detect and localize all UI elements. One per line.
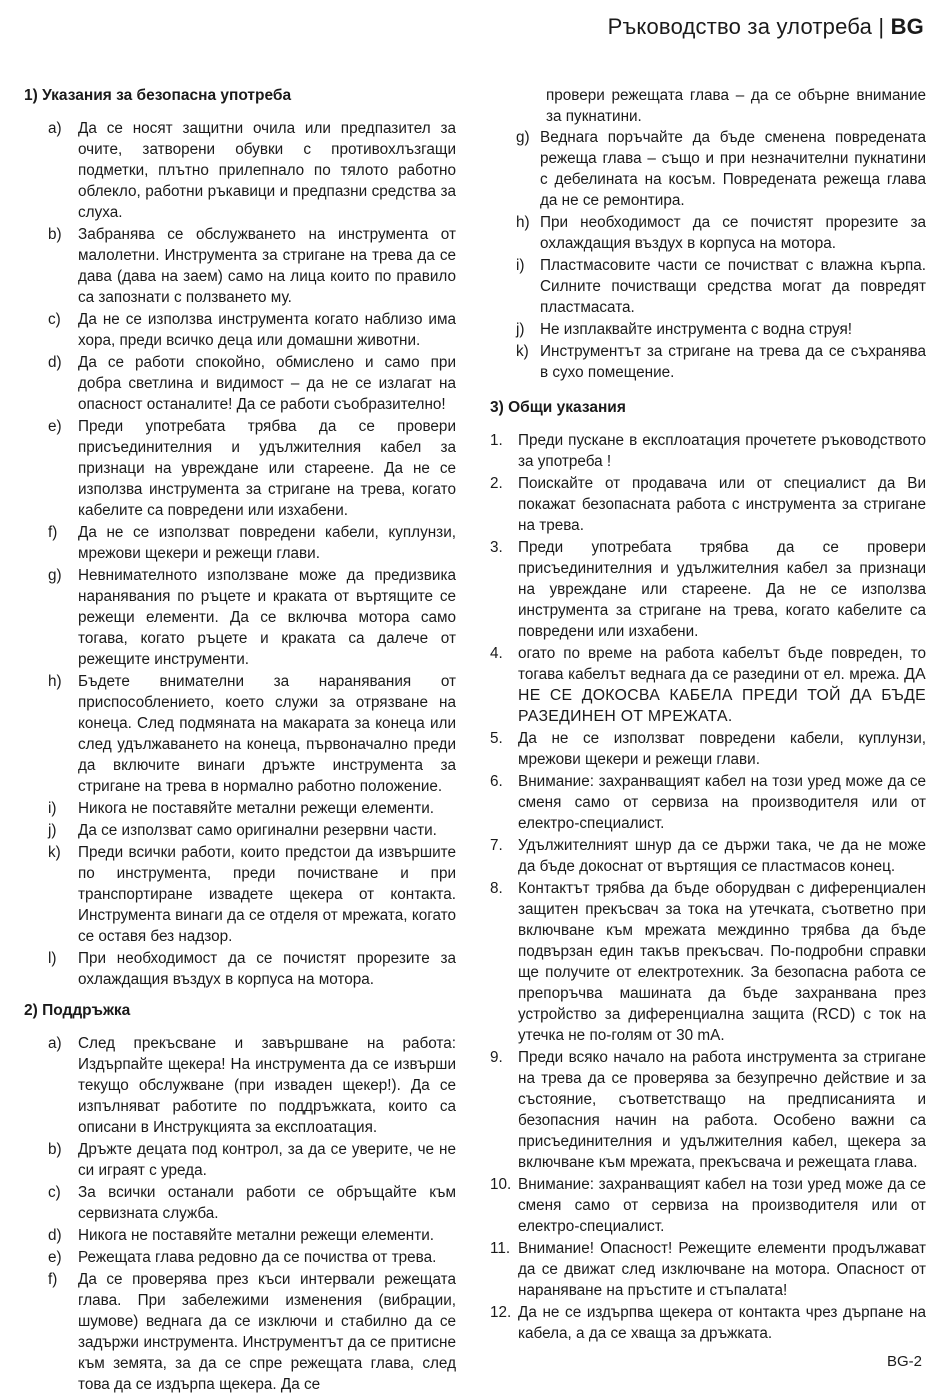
item-label: k)	[48, 844, 61, 861]
item-text-body: При необходимост да се почистят прорезите за охлаждащия въздух в корпуса на мотора.	[540, 214, 926, 252]
list-item	[24, 118, 456, 223]
item-label: a)	[48, 120, 62, 137]
list-item	[24, 309, 456, 351]
item-text	[518, 771, 926, 834]
list-item	[490, 878, 926, 1046]
list-item	[24, 565, 456, 670]
item-text-body: За всички останали работи се обръщайте към сервизната служба.	[78, 1184, 456, 1222]
list-item	[24, 1139, 456, 1181]
item-label: 7.	[490, 837, 503, 854]
item-label: f)	[48, 524, 58, 541]
list-item	[24, 1269, 456, 1395]
list-item	[490, 1174, 926, 1237]
item-text	[78, 1247, 456, 1268]
language-code: BG	[890, 14, 924, 39]
item-text	[518, 473, 926, 536]
section-2-list-cont	[490, 127, 926, 383]
list-item	[490, 1302, 926, 1344]
item-text	[518, 878, 926, 1046]
list-item	[24, 1247, 456, 1268]
item-label: a)	[48, 1035, 62, 1052]
item-label: 2.	[490, 475, 503, 492]
header-separator: |	[878, 14, 885, 39]
item-text	[518, 1238, 926, 1301]
item-label: 11.	[490, 1240, 511, 1257]
item-label: g)	[516, 129, 530, 146]
item-label: 10.	[490, 1176, 512, 1193]
item-text	[540, 255, 926, 318]
list-item	[24, 671, 456, 797]
section-3-title: 3) Общи указания	[490, 399, 626, 416]
item-text	[78, 352, 456, 415]
item-text	[540, 319, 926, 340]
list-item	[24, 1182, 456, 1224]
item-text-body: Да се използват само оригинални резервни части.	[78, 822, 437, 839]
item-text	[78, 1033, 456, 1138]
item-label: 5.	[490, 730, 503, 747]
list-item	[490, 1047, 926, 1173]
item-label: 12.	[490, 1304, 512, 1321]
item-label: e)	[48, 1249, 62, 1266]
item-text	[78, 948, 456, 990]
item-text	[540, 212, 926, 254]
item-text-body: Да се работи спокойно, обмислено и само при добра светлина и видимост – да не се излагат на опасност останалите! Да се работи съобразително!	[78, 354, 456, 413]
item-label: b)	[48, 1141, 62, 1158]
item-text	[540, 127, 926, 211]
section-2-continuation: провери режещата глава – да се обърне внимание за пукнатини.	[546, 87, 926, 125]
section-2-title: 2) Поддръжка	[24, 1002, 131, 1019]
list-item	[490, 473, 926, 536]
item-text	[78, 118, 456, 223]
item-text-body: Режещата глава редовно да се почиства от трева.	[78, 1249, 437, 1266]
list-item	[490, 319, 926, 340]
list-item	[490, 212, 926, 254]
item-text-body: Преди пускане в експлоатация прочетете ръководството за употреба !	[518, 432, 926, 470]
item-label: d)	[48, 1227, 62, 1244]
item-text-body: Внимание! Опасност! Режещите елементи продължават да се движат след изключване на мотора. Опасност от нараняване на пръстите и стъпалата!	[518, 1240, 926, 1299]
item-label: j)	[48, 822, 57, 839]
list-item	[24, 224, 456, 308]
list-item	[24, 798, 456, 819]
item-text-body: Преди употребата трябва да се провери присъединителния и удължителния кабел за признаци на увреждане или стареене. Да не се използва инструмента за стригане на трева, когато кабелите са повредени или изхабени.	[78, 418, 456, 519]
section-1-list	[24, 118, 456, 990]
item-text	[78, 309, 456, 351]
list-item	[24, 842, 456, 947]
list-item	[490, 771, 926, 834]
item-label: 6.	[490, 773, 503, 790]
item-text	[78, 1182, 456, 1224]
item-label: b)	[48, 226, 62, 243]
item-text-body: Преди употребата трябва да се провери присъединителния и удължителния кабел за признаци на увреждане или стареене. Да не се използва инструмента за стригане на трева, когато кабелите са повредени или изхабени.	[518, 539, 926, 640]
list-item	[24, 820, 456, 841]
item-text	[78, 1225, 456, 1246]
section-1-title: 1) Указания за безопасна употреба	[24, 87, 292, 104]
item-text-body: Преди всяко начало на работа инструмента за стригане на трева да се проверява за безупречно действие и за състояние, съответстващо на предписанията и безопасния начин на работа. Особено важни са присъединителния и удължителния кабел, щекера за включване към мрежата, прекъсвача и режещата глава.	[518, 1049, 926, 1171]
item-text-body: При необходимост да се почистят прорезите за охлаждащия въздух в корпуса на мотора.	[78, 950, 456, 988]
item-text-body: Никога не поставяйте метални режещи елементи.	[78, 800, 435, 817]
item-label: k)	[516, 343, 529, 360]
item-text	[518, 728, 926, 770]
item-label: c)	[48, 311, 61, 328]
item-text-body: Удължителният шнур да се държи така, че да не може да бъде докоснат от въртящия се пластмасов конец.	[518, 837, 926, 875]
item-label: c)	[48, 1184, 61, 1201]
item-text	[78, 820, 456, 841]
item-text-body: Да се носят защитни очила или предпазител за очите, затворени обувки с противохлъзгащи подметки, плътно прилепнало по тялото работно облекло, работни ръкавици и предпазни средства за слуха.	[78, 120, 456, 221]
item-text	[78, 565, 456, 670]
item-label: e)	[48, 418, 62, 435]
item-text-body: Да се проверява през къси интервали режещата глава. При забележими изменения (вибрации, шумове) веднага да се изключи и стабилно да се задържи инструмента. Инструментът да се притисне към земята, за да се спре режещата глава, след това да се издърпа щекера. Да се	[78, 1271, 456, 1393]
item-text-body: Внимание: захранващият кабел на този уред може да се сменя само от сервиза на производителя или от електро-специалист.	[518, 773, 926, 832]
page-number: BG-2	[886, 1353, 922, 1370]
item-text	[518, 1047, 926, 1173]
item-text	[78, 842, 456, 947]
list-item	[490, 728, 926, 770]
list-item	[24, 1033, 456, 1138]
item-label: 3.	[490, 539, 503, 556]
item-label: 9.	[490, 1049, 503, 1066]
item-text	[518, 1174, 926, 1237]
item-text-body: Да не се използват повредени кабели, куплунзи, мрежови щекери и режещи глави.	[78, 524, 456, 562]
item-text-body: Инструментът за стригане на трева да се съхранява в сухо помещение.	[540, 343, 926, 381]
item-text	[78, 522, 456, 564]
item-text	[78, 671, 456, 797]
list-item	[490, 643, 926, 727]
item-text	[78, 1139, 456, 1181]
list-item	[490, 255, 926, 318]
item-text	[78, 224, 456, 308]
list-item	[24, 1225, 456, 1246]
item-text	[518, 835, 926, 877]
list-item	[24, 416, 456, 521]
left-column	[24, 86, 456, 1396]
item-text-body: Никога не поставяйте метални режещи елементи.	[78, 1227, 435, 1244]
item-label: h)	[516, 214, 530, 231]
item-label: i)	[516, 257, 525, 274]
item-text-body: Дръжте децата под контрол, за да се уверите, че не си играят с уреда.	[78, 1141, 456, 1179]
item-label: h)	[48, 673, 62, 690]
item-text-body: След прекъсване и завършване на работа: Издърпайте щекера! На инструмента да се извърши текущо обслужване (при изваден щекер!). Да се изпълняват работите по поддръжката, които са описани в Инструкцията за експлоатация.	[78, 1035, 456, 1136]
list-item	[24, 948, 456, 990]
item-label: f)	[48, 1271, 58, 1288]
page-header	[608, 14, 924, 40]
item-text-body: Да не се използват повредени кабели, куплунзи, мрежови щекери и режещи глави.	[518, 730, 926, 768]
item-label: j)	[516, 321, 525, 338]
item-text-body: Поискайте от продавача или от специалист да Ви покажат безопасната работа с инструмента за стригане на трева.	[518, 475, 926, 534]
item-text	[78, 798, 456, 819]
item-text-body: огато по време на работа кабелът бъде повреден, то тогава кабелът веднага да се разедини от ел. мрежа.	[518, 645, 926, 683]
item-label: 8.	[490, 880, 503, 897]
item-label: 1.	[490, 432, 503, 449]
list-item	[24, 522, 456, 564]
warning-caps: ДА НЕ СЕ ДОКОСВА КАБЕЛА ПРЕДИ ТОЙ ДА БЪДЕ РАЗЕДИНЕН ОТ МРЕЖАТА.	[518, 666, 926, 725]
item-text-body: Веднага поръчайте да бъде сменена повредената режеща глава – също и при незначителни пукнатини с дебелината на косъм. Повредената режеща глава да не се ремонтира.	[540, 129, 926, 209]
item-text	[518, 430, 926, 472]
item-text-body: Забранява се обслужването на инструмента от малолетни. Инструмента за стригане на трева да се дава (дава на заем) само на лица които по правило са запознати с ползването му.	[78, 226, 456, 306]
item-text-body: Пластмасовите части се почистват с влажна кърпа. Силните почистващи средства могат да повредят пластмасата.	[540, 257, 926, 316]
item-label: 4.	[490, 645, 503, 662]
right-column	[490, 85, 926, 1345]
item-text	[78, 416, 456, 521]
item-text-body: Контактът трябва да бъде оборудван с диференциален защитен прекъсвач за тока на утечката, съответно при включване към мрежата междинно трябва да бъде подвързан един такъв прекъсвач. По-подробни справки ще получите от електротехник. За безопасна работа се препоръчва машината да бъде захранвана през устройство за диференциална защита (RCD) с ток на утечка не по-голям от 30 mA.	[518, 880, 926, 1044]
section-3-list	[490, 430, 926, 1344]
item-label: d)	[48, 354, 62, 371]
item-text	[518, 643, 926, 727]
item-label: l)	[48, 950, 57, 967]
section-2-list	[24, 1033, 456, 1395]
item-text-body: Да не се издърпва щекера от контакта чрез дърпане на кабела, а да се хваща за дръжката.	[518, 1304, 926, 1342]
item-text-body: Невнимателното използване може да предизвика наранявания по ръцете и краката от въртящите се режещи елементи. Да се включва мотора само тогава, когато ръцете и краката са далече от режещите инструменти.	[78, 567, 456, 668]
item-text-body: Да не се използва инструмента когато наблизо има хора, преди всичко деца или домашни животни.	[78, 311, 456, 349]
item-label: i)	[48, 800, 57, 817]
list-item	[490, 1238, 926, 1301]
list-item	[24, 352, 456, 415]
list-item	[490, 835, 926, 877]
item-text-body: Бъдете внимателни за наранявания от приспособлението, което служи за отрязване на конеца. След подмяната на макарата за конеца или след удължаването на конеца, първоначално преди да включите винаги дръжте инструмента за стригане на трева в нормално работно положение.	[78, 673, 456, 795]
list-item	[490, 341, 926, 383]
item-text	[78, 1269, 456, 1395]
item-text	[518, 537, 926, 642]
manual-title: Ръководство за улотреба	[607, 14, 873, 39]
list-item	[490, 537, 926, 642]
item-text-body: Преди всички работи, които предстои да извършите по инструмента, преди почистване и при транспортиране извадете щекера от контакта. Инструмента винаги да се отделя от мрежата, когато се оставя без надзор.	[78, 844, 456, 945]
item-label: g)	[48, 567, 62, 584]
item-text	[540, 341, 926, 383]
item-text-body: Не изплаквайте инструмента с водна струя!	[540, 321, 853, 338]
list-item	[490, 127, 926, 211]
item-text	[518, 1302, 926, 1344]
item-text-body: Внимание: захранващият кабел на този уред може да се сменя само от сервиза на производителя или от електро-специалист.	[518, 1176, 926, 1235]
list-item	[490, 430, 926, 472]
